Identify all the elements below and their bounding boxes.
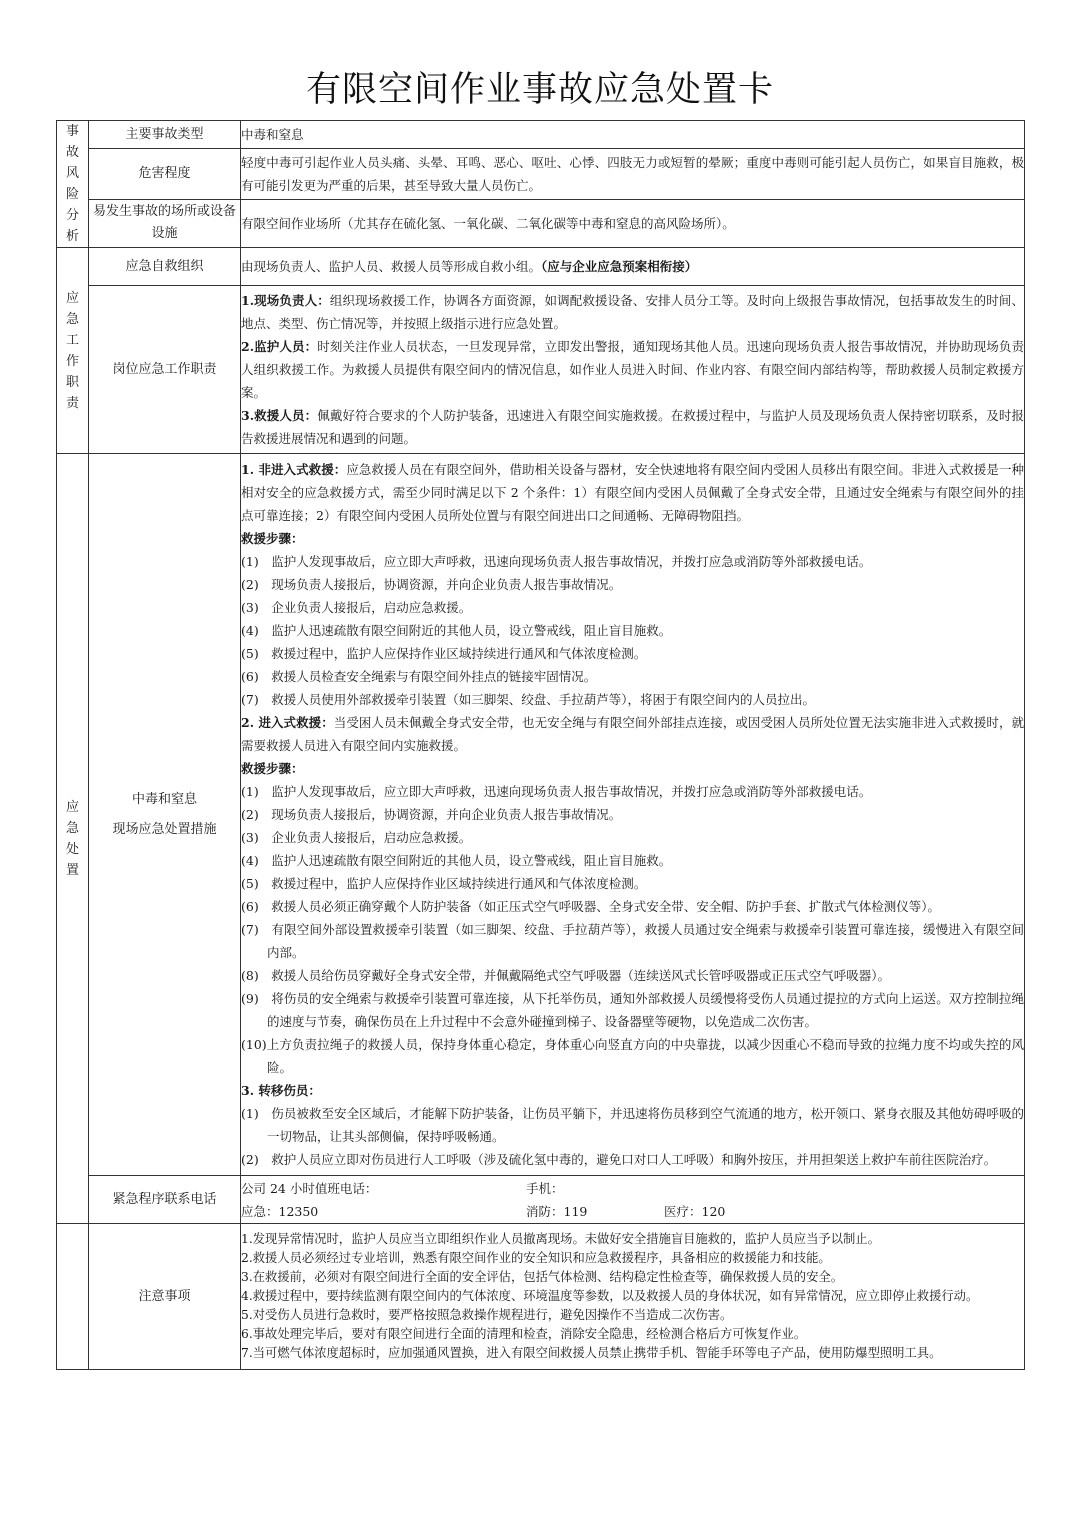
- medical-number: 医疗：120: [664, 1203, 726, 1219]
- step-1-2: (2) 现场负责人接报后，协调资源，并向企业负责人报告事故情况。: [241, 577, 622, 592]
- row-rescue-org: [57, 248, 1025, 286]
- duty-site-leader: 1.现场负责人：组织现场救援工作，协调各方面资源，如调配救援设备、安排人员分工等。及时向上级报告事故情况，包括事故发生的时间、地点、类型、伤亡情况等，并按照上级指示进行应急处置。: [241, 293, 1024, 331]
- non-entry-rescue: 1. 非进入式救援：应急救援人员在有限空间外，借助相关设备与器材，安全快速地将有限空间内受困人员移出有限空间。非进入式救援是一种相对安全的应急救援方式，需至少同时满足以下 2 个条件：1）有限空间内受困人员佩戴了全身式安全带，且通过安全绳索与有限空间外的挂点可靠连接；2）有限空间内受困人员所处位置与有限空间进出口之间通畅、无障碍物阻挡。: [241, 462, 1024, 523]
- step-2-3: (3) 企业负责人接报后，启动应急救援。: [241, 830, 472, 845]
- page-title: 有限空间作业事故应急处置卡: [305, 70, 774, 110]
- label-rescue-org: 应急自救组织: [89, 248, 241, 286]
- content-accident-type: 中毒和窒息: [241, 121, 1025, 149]
- step-1-4: (4) 监护人迅速疏散有限空间附近的其他人员，设立警戒线，阻止盲目施救。: [241, 623, 672, 638]
- category-risk-analysis: 事 故 风 险 分 析: [57, 121, 89, 248]
- content-emergency-phones: [241, 1176, 1025, 1224]
- content-harm-level: 轻度中毒可引起作业人员头痛、头晕、耳鸣、恶心、呕吐、心悸、四肢无力或短暂的晕厥；重度中毒则可能引起人员伤亡，如果盲目施救，极有可能引发更为严重的后果，甚至导致大量人员伤亡。: [241, 149, 1025, 199]
- step-1-3: (3) 企业负责人接报后，启动应急救援。: [241, 600, 472, 615]
- steps-title-2: 救援步骤：: [241, 761, 304, 776]
- row-post-duties: [57, 286, 1025, 454]
- label-disposal-measures: 中毒和窒息 现场应急处置措施: [89, 454, 241, 1176]
- duty-rescuer: 3.救援人员：佩戴好符合要求的个人防护装备，迅速进入有限空间实施救援。在救援过程中，与监护人员及现场负责人保持密切联系，及时报告救援进展情况和遇到的问题。: [241, 408, 1024, 446]
- entry-rescue: 2. 进入式救援：当受困人员未佩戴全身式安全带，也无安全绳与有限空间外部挂点连接，或因受困人员所处位置无法实施非进入式救援时，就需要救援人员进入有限空间内实施救援。: [241, 715, 1024, 753]
- note-4: 4.救援过程中，要持续监测有限空间内的气体浓度、环境温度等参数，以及救援人员的身体状况，如有异常情况，应立即停止救援行动。: [241, 1289, 979, 1303]
- row-emergency-phones: [57, 1176, 1025, 1224]
- note-5: 5.对受伤人员进行急救时，要严格按照急救操作规程进行，避免因操作不当造成二次伤害。: [241, 1308, 733, 1322]
- step-2-5: (5) 救援过程中，监护人应保持作业区域持续进行通风和气体浓度检测。: [241, 876, 647, 891]
- label-accident-type: 主要事故类型: [89, 121, 241, 149]
- step-2-4: (4) 监护人迅速疏散有限空间附近的其他人员，设立警戒线，阻止盲目施救。: [241, 853, 672, 868]
- step-1-7: (7) 救援人员使用外部救援牵引装置（如三脚架、绞盘、手拉葫芦等），将困于有限空间内的人员拉出。: [241, 692, 815, 707]
- step-2-8: (8) 救援人员给伤员穿戴好全身式安全带，并佩戴隔绝式空气呼吸器（连续送风式长管呼吸器或正压式空气呼吸器）。: [241, 968, 890, 983]
- note-3: 3.在救援前，必须对有限空间进行全面的安全评估，包括气体检测、结构稳定性检查等，确保救援人员的安全。: [241, 1270, 843, 1284]
- content-disposal-measures: [241, 454, 1025, 1176]
- label-notes: 注意事项: [89, 1224, 241, 1370]
- step-1-6: (6) 救援人员检查安全绳索与有限空间外挂点的链接牢固情况。: [241, 669, 597, 684]
- step-2-7: (7) 有限空间外部设置救援牵引装置（如三脚架、绞盘、手拉葫芦等），救援人员通过安全绳索与救援牵引装置可靠连接，缓慢进入有限空间内部。: [241, 922, 1024, 960]
- category-emergency-disposal: 应 急 处 置: [57, 454, 89, 1224]
- content-risk-locations: 有限空间作业场所（尤其存在硫化氢、一氧化碳、二氧化碳等中毒和窒息的高风险场所）。: [241, 199, 1025, 247]
- step-2-2: (2) 现场负责人接报后，协调资源，并向企业负责人报告事故情况。: [241, 807, 622, 822]
- fire-number: 消防：119: [526, 1203, 588, 1219]
- row-accident-type: [57, 121, 1025, 149]
- note-2: 2.救援人员必须经过专业培训，熟悉有限空间作业的安全知识和应急救援程序，具备相应的救援能力和技能。: [241, 1251, 831, 1265]
- row-risk-locations: [57, 199, 1025, 247]
- step-2-10: (10)上方负责拉绳子的救援人员，保持身体重心稳定，身体重心向竖直方向的中央靠拢，以减少因重心不稳而导致的拉绳力度不均或失控的风险。: [241, 1037, 1024, 1075]
- category-emergency-duties: 应 急 工 作 职 责: [57, 248, 89, 454]
- step-2-6: (6) 救援人员必须正确穿戴个人防护装备（如正压式空气呼吸器、全身式安全带、安全帽、防护手套、扩散式气体检测仪等）。: [241, 899, 940, 914]
- note-1: 1.发现异常情况时，监护人员应当立即组织作业人员撤离现场。未做好安全措施盲目施救的，监护人员应当予以制止。: [241, 1232, 880, 1246]
- transfer-title: 3. 转移伤员：: [241, 1083, 321, 1098]
- step-2-1: (1) 监护人发现事故后，应立即大声呼救，迅速向现场负责人报告事故情况，并拨打应急或消防等外部救援电话。: [241, 784, 872, 799]
- duty-monitor: 2.监护人员：时刻关注作业人员状态，一旦发现异常，立即发出警报，通知现场其他人员。迅速向现场负责人报告事故情况，并协助现场负责人组织救援工作。为救援人员提供有限空间内的情况信息，如作业人员进入时间、作业内容、有限空间内部结构等，帮助救援人员制定救援方案。: [241, 339, 1024, 400]
- label-post-duties: 岗位应急工作职责: [89, 286, 241, 454]
- note-6: 6.事故处理完毕后，要对有限空间进行全面的清理和检查，消除安全隐患，经检测合格后方可恢复作业。: [241, 1327, 807, 1341]
- content-rescue-org: 由现场负责人、监护人员、救援人员等形成自救小组。（应与企业应急预案相衔接）: [241, 248, 1025, 286]
- step-3-1: (1) 伤员被救至安全区域后，才能解下防护装备，让伤员平躺下，并迅速将伤员移到空气流通的地方，松开领口、紧身衣服及其他妨碍呼吸的一切物品，让其头部侧偏，保持呼吸畅通。: [241, 1106, 1024, 1144]
- note-7: 7.当可燃气体浓度超标时，应加强通风置换，进入有限空间救援人员禁止携带手机、智能手环等电子产品，使用防爆型照明工具。: [241, 1346, 942, 1360]
- category-notes-blank: [57, 1224, 89, 1370]
- emergency-number: 应急：12350: [241, 1203, 319, 1219]
- label-harm-level: 危害程度: [89, 149, 241, 199]
- company-hotline: 公司 24 小时值班电话：: [241, 1180, 378, 1196]
- row-notes: [57, 1224, 1025, 1370]
- row-harm-level: [57, 149, 1025, 199]
- step-1-1: (1) 监护人发现事故后，应立即大声呼救，迅速向现场负责人报告事故情况，并拨打应急或消防等外部救援电话。: [241, 554, 872, 569]
- row-disposal-measures: [57, 454, 1025, 1176]
- content-notes: [241, 1224, 1025, 1370]
- content-post-duties: [241, 286, 1025, 454]
- label-risk-locations: 易发生事故的场所或设备设施: [89, 199, 241, 247]
- emergency-card-table: [56, 120, 1025, 1370]
- steps-title-1: 救援步骤：: [241, 531, 304, 546]
- step-3-2: (2) 救护人员应立即对伤员进行人工呼吸（涉及硫化氢中毒的，避免口对口人工呼吸）和胸外按压，并用担架送上救护车前往医院治疗。: [241, 1152, 997, 1167]
- mobile-phone: 手机：: [526, 1180, 564, 1196]
- step-2-9: (9) 将伤员的安全绳索与救援牵引装置可靠连接，从下托举伤员，通知外部救援人员缓慢将受伤人员通过提拉的方式向上运送。双方控制拉绳的速度与节奏，确保伤员在上升过程中不会意外碰撞到梯子、设备器壁等硬物，以免造成二次伤害。: [241, 991, 1024, 1029]
- label-emergency-phones: 紧急程序联系电话: [89, 1176, 241, 1224]
- step-1-5: (5) 救援过程中，监护人应保持作业区域持续进行通风和气体浓度检测。: [241, 646, 647, 661]
